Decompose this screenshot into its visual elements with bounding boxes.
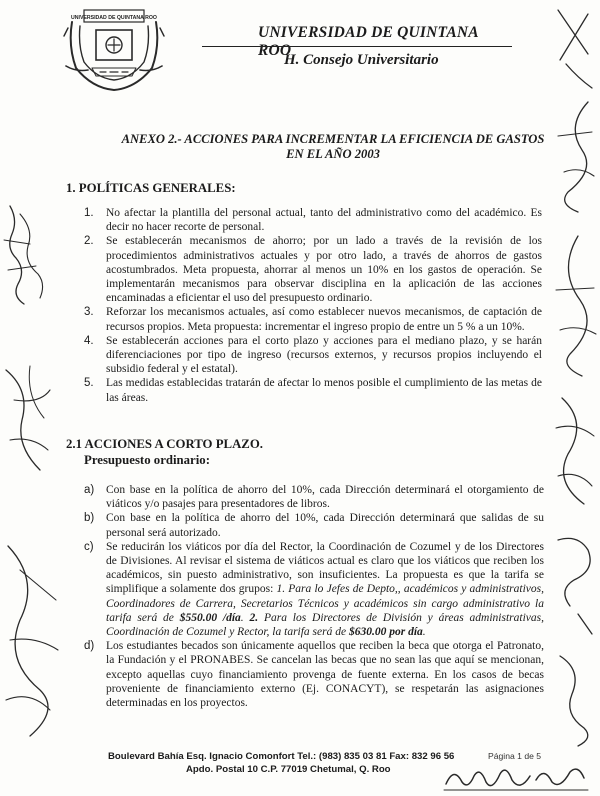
action-text-italic: Para los Directores de División y áreas administrativas, Coordinación de Cozumel y Rector, la tarifa será de	[106, 611, 544, 639]
action-item-a	[84, 483, 544, 511]
policy-text: Se establecerán acciones para el corto plazo y acciones para el mediano plazo, y se harán diferenciaciones por tipo de ingreso (recursos externos, y recursos propios incluyendo el subsidio federal y el estatal).	[106, 334, 542, 376]
margin-signature-left-3	[0, 540, 70, 740]
margin-signature-right-1	[548, 4, 600, 94]
annex-title: ANEXO 2.- ACCIONES PARA INCREMENTAR LA EFICIENCIA DE GASTOS EN EL AÑO 2003	[121, 132, 545, 161]
list-marker: c)	[84, 540, 94, 553]
university-seal-logo	[62, 6, 166, 92]
list-marker: 2.	[84, 235, 94, 248]
action-text-end: .	[422, 626, 426, 639]
rate-group-2: $630.00 por día	[348, 626, 423, 639]
group-2-number: 2.	[249, 611, 259, 624]
action-text: Con base en la política de ahorro del 10%, cada Dirección determinará que salidas de su personal será autorizado.	[106, 512, 544, 539]
university-name: UNIVERSIDAD DE QUINTANA ROO	[258, 24, 478, 59]
policy-item-4	[84, 334, 542, 377]
margin-signature-left-2	[0, 360, 60, 480]
policy-text: Se establecerán mecanismos de ahorro; por un lado a través de la revisión de los procedimientos administrativos actuales y por otro lado, a través de ahorros de gastos acostumbrados. Meta propuesta, ahorrar al menos un 10% en los gastos de operación. Se implementarán mecanismos para observar disciplina en la aplicación de las acciones encaminadas a eficientar el uso del presupuesto ordinario.	[106, 235, 542, 305]
budget-subheading: Presupuesto ordinario:	[84, 453, 210, 467]
action-item-d	[84, 639, 544, 710]
margin-signature-right-2	[548, 96, 600, 216]
policy-item-3	[84, 305, 542, 333]
margin-signature-right-4	[548, 392, 600, 522]
policy-item-1	[84, 206, 542, 234]
action-text: Con base en la política de ahorro del 10%, cada Dirección determinará el otorgamiento de viáticos y/o pasajes para presentadores de libros.	[106, 484, 544, 511]
policies-list	[84, 206, 542, 405]
policy-text: Reforzar los mecanismos actuales, así como establecer nuevos mecanismos, de captación de recursos propios. Meta propuesta: incrementar el ingreso propio de entre un 5 % a un 10%.	[106, 306, 542, 333]
short-term-actions-list	[84, 483, 544, 710]
margin-signature-right-3	[548, 230, 600, 380]
rate-group-1: $550.00 /día	[179, 611, 241, 624]
policy-item-2	[84, 234, 542, 305]
margin-signature-right-5	[548, 530, 600, 640]
action-text-italic: .	[240, 611, 250, 624]
list-marker: 4.	[84, 334, 94, 347]
list-marker: 5.	[84, 377, 94, 390]
action-item-b	[84, 511, 544, 539]
list-marker: a)	[84, 484, 95, 496]
margin-signature-right-6	[548, 650, 600, 750]
header-rule	[202, 46, 512, 47]
section-2-heading: 2.1 ACCIONES A CORTO PLAZO.	[66, 437, 263, 451]
council-name: H. Consejo Universitario	[284, 52, 439, 68]
page-number: Página 1 de 5	[488, 751, 542, 761]
footer-address-line2: Apdo. Postal 10 C.P. 77019 Chetumal, Q. Roo	[186, 764, 391, 775]
footer-address-line1: Boulevard Bahía Esq. Ignacio Comonfort Tel.: (983) 835 03 81 Fax: 832 96 56	[108, 751, 455, 762]
list-marker: 1.	[84, 207, 94, 219]
action-text-plain: Se reducirán los viáticos por día del Rector, la Coordinación de Cozumel y de los Directores de Divisiones. Al revisar el sistema de viáticos actual es claro que los viáticos que reciben los académicos, sin puesto administrativo, son insuficientes. La propuesta es que la tarifa se simplifique a solamente dos grupos:	[106, 540, 544, 596]
action-item-c	[84, 540, 544, 639]
margin-signature-left-1	[0, 200, 56, 310]
list-marker: 3.	[84, 306, 94, 319]
action-text: Los estudiantes becados son únicamente aquellos que reciben la beca que otorga el Patronato, la Fundación y el PRONABES. Se cancelan las becas que no sean las que aquí se mencionan, excepto aquellas cuyo financiamiento provenga de fuente externa. En los casos de becas proveniente de financiamiento externo (Ej. CONACYT), se respetarán las asignaciones determinadas en los proyectos.	[106, 640, 544, 710]
list-marker: d)	[84, 640, 95, 653]
policy-text: No afectar la plantilla del personal actual, tanto del administrativo como del académico. Es decir no hacer recorte de personal.	[106, 207, 542, 234]
section-1-heading: 1. POLÍTICAS GENERALES:	[66, 181, 236, 195]
policy-text: Las medidas establecidas tratarán de afectar lo menos posible el cumplimiento de las metas de las áreas.	[106, 377, 542, 404]
bottom-signature	[440, 760, 590, 794]
policy-item-5	[84, 376, 542, 404]
seal-text: UNIVERSIDAD DE QUINTANA ROO	[71, 15, 157, 21]
action-text-italic: 1. Para lo Jefes de Depto,, académicos y administrativos, Coordinadores de Carrera, Secretarios Técnicos y académicos sin cargo administrativo la tarifa será de	[106, 583, 544, 624]
list-marker: b)	[84, 512, 95, 525]
